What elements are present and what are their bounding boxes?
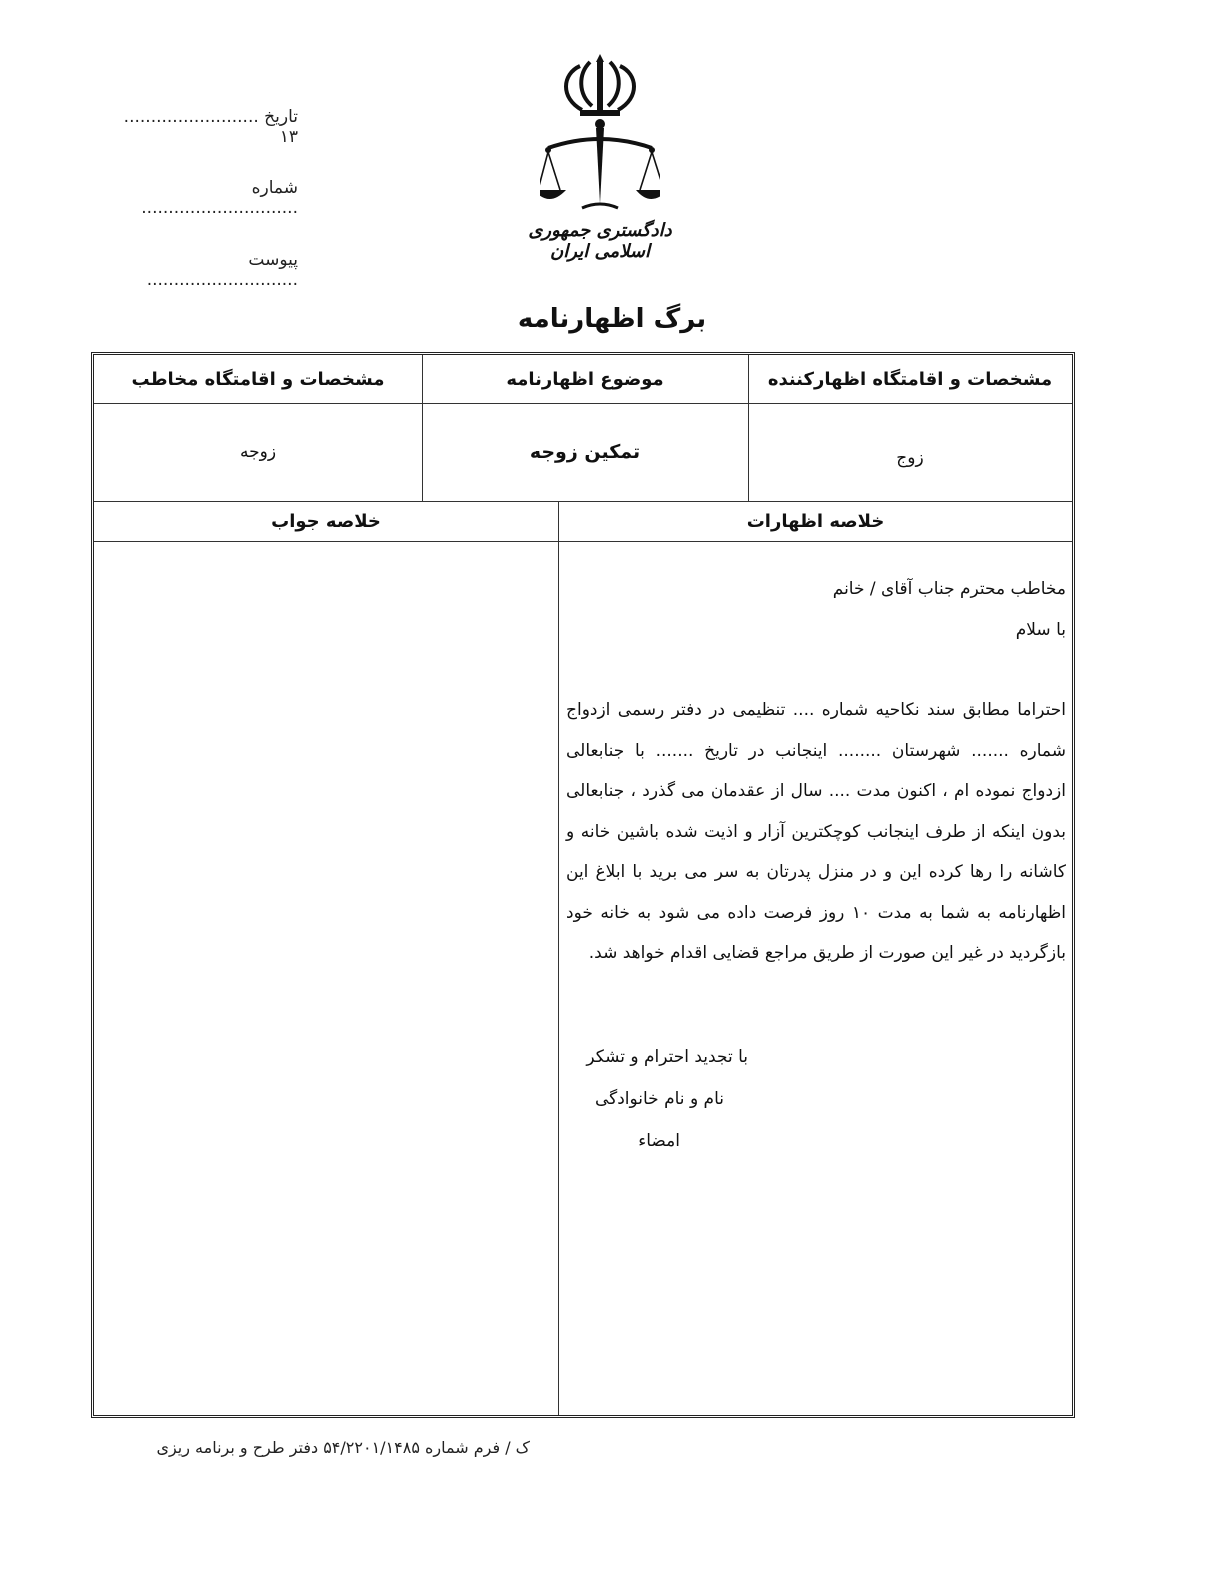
divider (94, 541, 1072, 542)
divider (558, 501, 559, 1415)
page-title: برگ اظهارنامه (517, 304, 707, 334)
divider (94, 403, 1072, 404)
statements-body (566, 569, 1066, 974)
subject-header: موضوع اظهارنامه (506, 368, 664, 390)
statement-paragraph: احتراما مطابق سند نکاحیه شماره .... تنظیمی در دفتر رسمی ازدواج شماره ....... شهرستان ........ اینجانب در تاریخ ....... با جنابعالی ازدواج نموده ام ، اکنون مدت .... سال از عقدمان می گذرد ، جنابعالی بدون اینکه از طرف اینجانب کوچکترین آزار و اذیت شده باشین خانه و کاشانه را رها کرده این و در منزل پدرتان به سر می برید با ابلاغ این اظهارنامه به شما به مدت ۱۰ روز فرصت داده می شود به خانه خود بازگردید در غیر این صورت از طریق مراجع قضایی اقدام خواهد شد. (566, 700, 1066, 963)
date-field: تاریخ ......................... ۱۳ (123, 107, 298, 147)
declaration-form (91, 352, 1075, 1418)
statements-header: خلاصه اظهارات (746, 510, 885, 532)
salutation: مخاطب محترم جناب آقای / خانم (832, 579, 1066, 599)
name-line: نام و نام خانوادگی (594, 1089, 724, 1109)
divider (422, 355, 423, 501)
subject-value: تمکین زوجه (529, 441, 641, 463)
recipient-value: زوجه (239, 442, 277, 462)
greeting: با سلام (1015, 619, 1066, 640)
reply-header: خلاصه جواب (271, 510, 381, 532)
sender-header: مشخصات و اقامتگاه اظهارکننده (767, 368, 1053, 390)
closing: با تجدید احترام و تشکر (586, 1047, 748, 1067)
signature-line: امضاء (638, 1131, 680, 1151)
logo-caption: دادگستری جمهوری اسلامی ایران (528, 220, 672, 262)
form-footer: ک / فرم شماره ۵۴/۲۲۰۱/۱۴۸۵ دفتر طرح و برنامه ریزی (156, 1438, 530, 1457)
sender-value: زوج (896, 448, 924, 468)
attachment-field: پیوست ............................ (146, 250, 298, 290)
scales-of-justice-icon (540, 52, 660, 222)
recipient-header: مشخصات و اقامتگاه مخاطب (131, 368, 385, 390)
judiciary-logo (500, 52, 700, 262)
number-field: شماره ............................. (141, 178, 298, 218)
divider (748, 355, 749, 501)
